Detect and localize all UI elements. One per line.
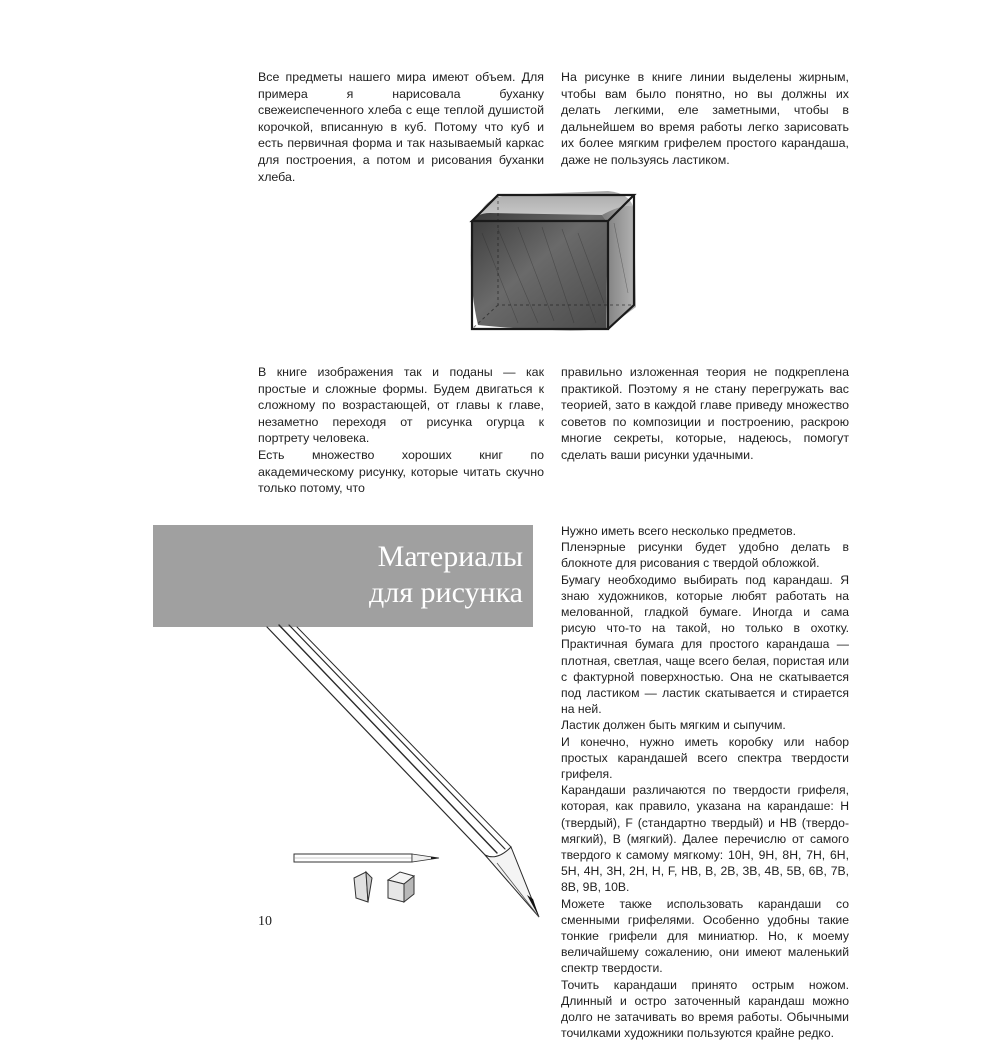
intro-right-column (561, 69, 849, 169)
paragraph: Все предметы нашего мира имеют объем. Для примера я нарисовала буханку свежеиспеченного хлеба с еще теплой душистой корочкой, вписанную в куб. Потому что куб и есть первичная форма и так называемый каркас для построения, а потом и рисования буханки хлеба. (258, 70, 544, 184)
paragraph: Можете также использовать карандаши со сменными грифелями. Особенно удобны такие тонкие грифели для миниатюр. Но, к моему величайшему сожалению, они имеют маленький спектр твердости. (561, 896, 849, 976)
paragraph: Точить карандаши принято острым ножом. Длинный и остро заточенный карандаш можно долго не затачивать во время работы. Обычными точилками художники пользуются крайне редко. (561, 977, 849, 1041)
paragraph: Бумагу необходимо выбирать под карандаш. Я знаю художников, которые любят работать на мелованной, гладкой бумаге. Иногда и сама рисую что-то на такой, но только в охотку. Практичная бумага для простого карандаша — плотная, светлая, чаще всего белая, пористая или с фактурной поверхностью. Она не скатывается под ластиком — ластик скатывается и стирается на ней. (561, 572, 849, 717)
paragraph: Карандаши различаются по твердости грифеля, которая, как правило, указана на карандаше: H (твердый), F (стандартно твердый) и HB (твердо-мягкий), B (мягкий). Далее перечислю от самого твердого к самому мягкому: 10H, 9H, 8H, 7H, 6H, 5H, 4H, 3H, 2H, H, F, HB, B, 2B, 3B, 4B, 5B, 6B, 7B, 8B, 9B, 10B. (561, 783, 849, 895)
eraser-illustration (350, 868, 420, 908)
paragraph: И конечно, нужно иметь коробку или набор простых карандашей всего спектра твердости грифеля. (561, 734, 849, 782)
middle-right-column (561, 364, 849, 464)
paragraph: Нужно иметь всего несколько предметов. (561, 524, 797, 538)
paragraph: Пленэрные рисунки будет удобно делать в блокноте для рисования с твердой обложкой. (561, 540, 849, 571)
intro-left-column (258, 69, 544, 185)
middle-left-column (258, 364, 544, 497)
bread-in-cube-illustration (458, 183, 648, 339)
paragraph: Ластик должен быть мягким и сыпучим. (561, 718, 786, 733)
materials-column (561, 523, 849, 1042)
paragraph: Есть множество хороших книг по академическому рисунку, которые читать скучно только потому, что (258, 447, 544, 496)
section-heading: Материалы для рисунка (369, 540, 523, 609)
paragraph: В книге изображения так и поданы — как простые и сложные формы. Будем двигаться к сложному по возрастающей, от главы к главе, незаметно переходя от рисунка огурца к портрету человека. (258, 365, 544, 446)
paragraph: правильно изложенная теория не подкреплена практикой. Поэтому я не стану перегружать вас теорией, зато в каждой главе приведу множество советов по композиции и построению, раскрою многие секреты, которые, надеюсь, помогут сделать ваши рисунки удачными. (561, 365, 849, 462)
page-number: 10 (258, 914, 272, 929)
small-pencil-illustration (293, 849, 443, 867)
section-heading-box (153, 525, 533, 627)
paragraph: На рисунке в книге линии выделены жирным, чтобы вам было понятно, но вы должны их делать легкими, еле заметными, чтобы в дальнейшем во время работы легко зарисовать их более мягким грифелем простого карандаша, даже не пользуясь ластиком. (561, 70, 849, 167)
